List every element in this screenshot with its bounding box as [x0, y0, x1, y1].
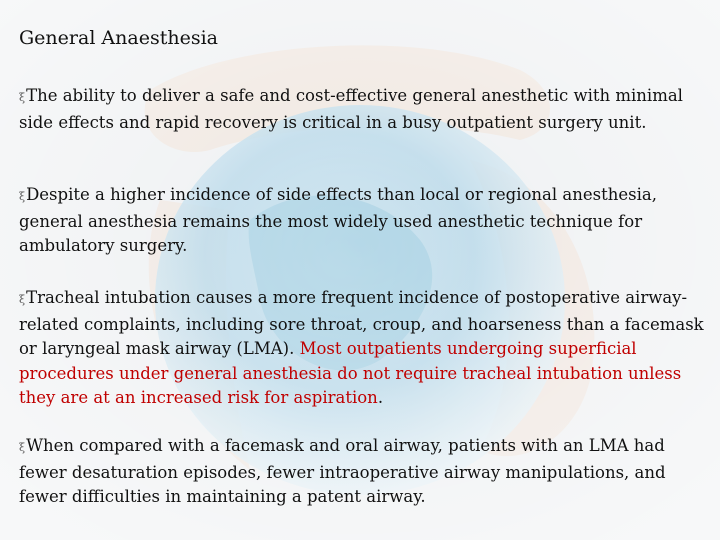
paragraph-text: The ability to deliver a safe and cost-effective general anesthetic with minimal side effects and rapid recovery is critical in a busy outpatient surgery unit. — [19, 86, 683, 132]
bullet-paragraph — [19, 286, 709, 411]
paragraph-tail: . — [377, 388, 384, 407]
bullet-paragraph — [19, 183, 709, 259]
paragraph-text: When compared with a facemask and oral airway, patients with an LMA had fewer desaturation episodes, fewer intraoperative airway manipulations, and fewer difficulties in maintaining a patent airway. — [19, 436, 666, 506]
paragraph-text: Despite a higher incidence of side effects than local or regional anesthesia, general anesthesia remains the most widely used anesthetic technique for ambulatory surgery. — [19, 185, 657, 255]
bullet-paragraph — [19, 434, 709, 510]
highlighted-text: Most outpatients undergoing superficial procedures under general anesthesia do not require tracheal intubation unless they are at an increased risk for aspiration — [19, 339, 682, 407]
bullet-icon: ξ — [19, 190, 26, 203]
bullet-icon: ξ — [19, 441, 26, 454]
bullet-icon: ξ — [19, 293, 26, 306]
bullet-paragraph — [19, 84, 709, 135]
slide-title: General Anaesthesia — [19, 27, 218, 49]
bullet-icon: ξ — [19, 91, 26, 104]
paragraph-text: Tracheal intubation causes a more frequent incidence of postoperative airway-related complaints, including sore throat, croup, and hoarseness than a facemask or laryngeal mask airway (LMA). — [19, 288, 704, 358]
